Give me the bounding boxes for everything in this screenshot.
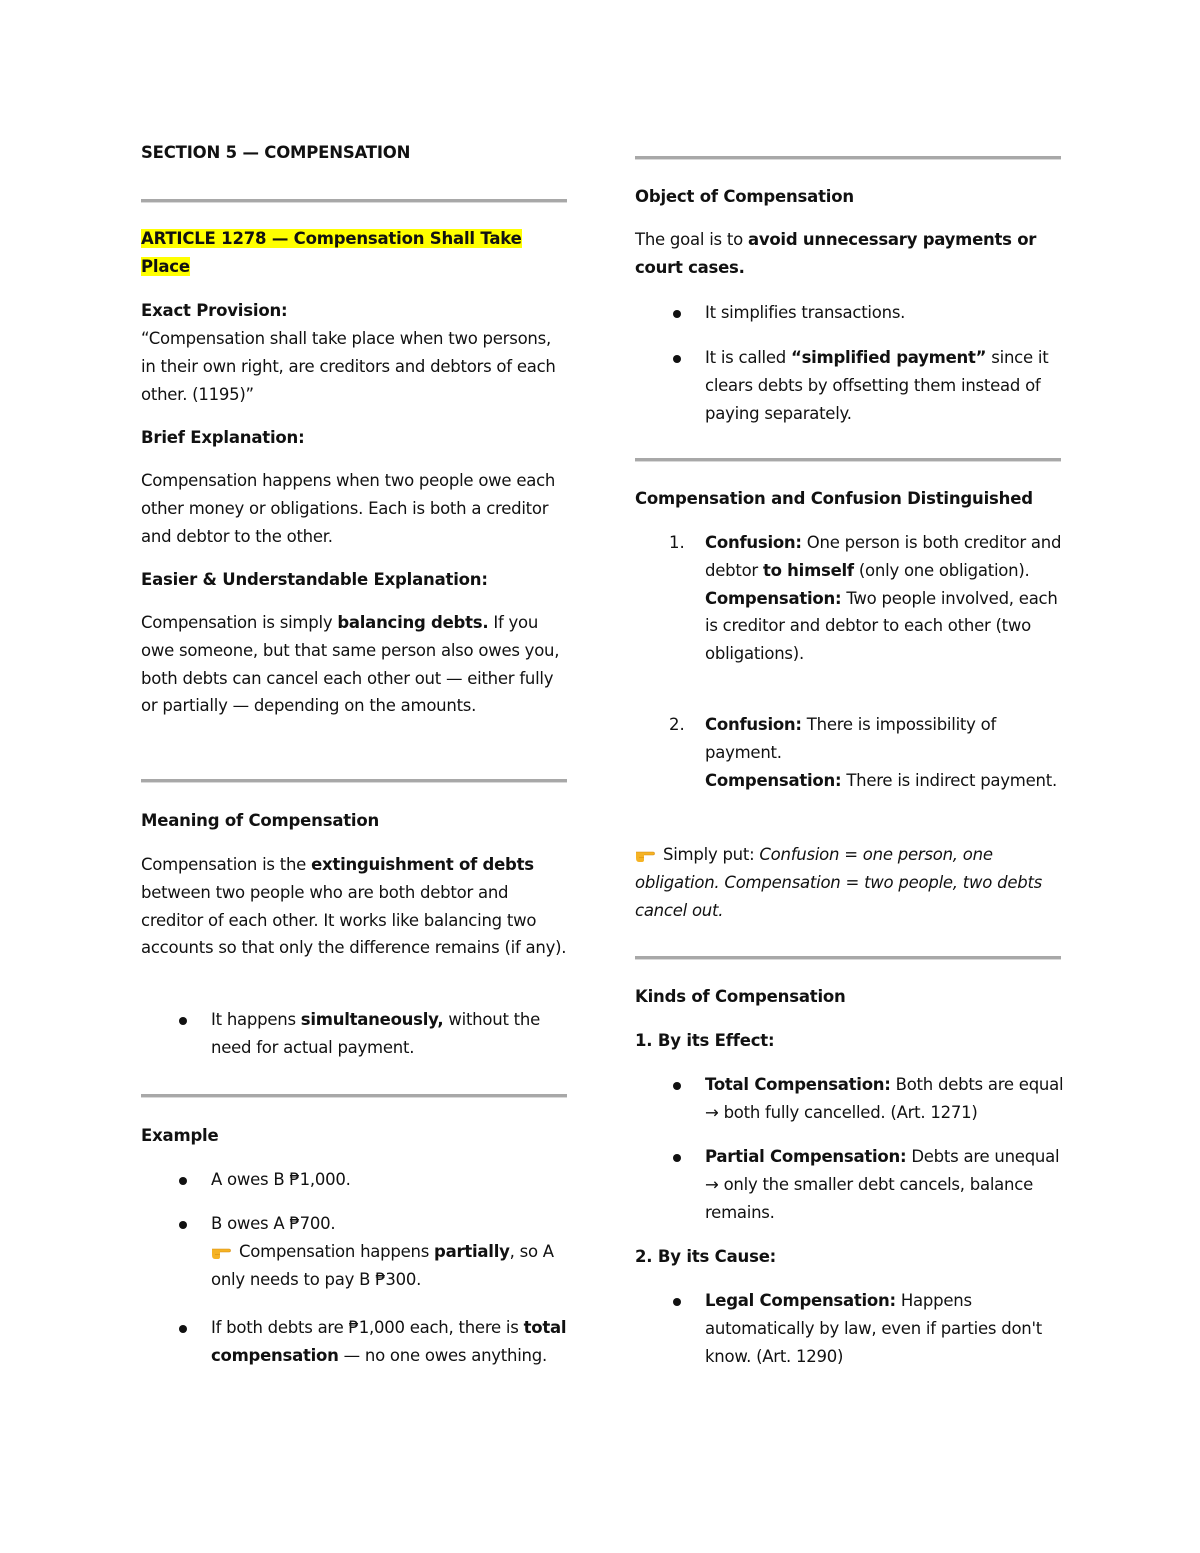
divider	[635, 458, 1061, 462]
bullet-icon	[673, 1298, 681, 1306]
section-title: SECTION 5 — COMPENSATION	[141, 143, 411, 162]
bullet-icon	[179, 1325, 187, 1333]
easy-explanation-text: Compensation is simply balancing debts. If you owe someone, but that same person also owes you, both debts can cancel each other out — either fully or partially — depending on the amounts.	[141, 613, 560, 716]
distinguished-heading: Compensation and Confusion Distinguished	[635, 489, 1033, 508]
easy-explanation-label: Easier & Understandable Explanation:	[141, 570, 488, 589]
bullet-icon	[179, 1017, 187, 1025]
by-effect-heading: 1. By its Effect:	[635, 1031, 775, 1050]
bullet-icon	[179, 1177, 187, 1185]
article-title-line2: Place	[141, 256, 190, 276]
exact-provision-label: Exact Provision:	[141, 301, 288, 320]
divider	[141, 199, 567, 203]
list-item: Confusion: There is impossibility of payment. Compensation: There is indirect payment.	[705, 715, 1057, 790]
divider	[141, 779, 567, 783]
bullet-icon	[179, 1221, 187, 1229]
meaning-heading: Meaning of Compensation	[141, 811, 380, 830]
object-text: The goal is to avoid unnecessary payments or court cases.	[635, 230, 1037, 277]
list-item: B owes A ₱700. Compensation happens partially, so A only needs to pay B ₱300.	[211, 1214, 554, 1289]
list-item: If both debts are ₱1,000 each, there is total compensation — no one owes anything.	[211, 1318, 567, 1365]
list-item: It simplifies transactions.	[705, 303, 906, 322]
list-item: Confusion: One person is both creditor and debtor to himself (only one obligation). Compensation: Two people involved, each is creditor and debtor to each other (two obligations).	[705, 533, 1062, 664]
simply-put-note: Simply put: Confusion = one person, one obligation. Compensation = two people, two debts cancel out.	[635, 845, 1043, 920]
meaning-text: Compensation is the extinguishment of debts between two people who are both debtor and creditor of each other. It works like balancing two accounts so that only the difference remains (if any).	[141, 855, 567, 958]
list-item: It is called “simplified payment” since it clears debts by offsetting them instead of paying separately.	[705, 348, 1049, 423]
bullet-icon	[673, 1082, 681, 1090]
list-item: Total Compensation: Both debts are equal → both fully cancelled. (Art. 1271)	[705, 1075, 1064, 1122]
pointing-hand-icon	[635, 845, 655, 863]
divider	[635, 156, 1061, 160]
bullet-icon	[673, 355, 681, 363]
article-title-line1: ARTICLE 1278 — Compensation Shall Take	[141, 229, 522, 248]
object-heading: Object of Compensation	[635, 187, 854, 206]
list-item: Legal Compensation: Happens automatically by law, even if parties don't know. (Art. 1290)	[705, 1291, 1042, 1366]
bullet-icon	[673, 1154, 681, 1162]
list-number: 1.	[669, 533, 685, 552]
article-title	[141, 225, 567, 281]
pointing-hand-icon	[211, 1242, 231, 1260]
brief-explanation-label: Brief Explanation:	[141, 428, 305, 447]
list-number: 2.	[669, 715, 685, 734]
divider	[635, 956, 1061, 960]
list-item: Partial Compensation: Debts are unequal → only the smaller debt cancels, balance remains.	[705, 1147, 1060, 1222]
list-item: It happens simultaneously, without the need for actual payment.	[211, 1010, 540, 1057]
brief-explanation-text: Compensation happens when two people owe each other money or obligations. Each is both a creditor and debtor to the other.	[141, 471, 556, 546]
by-cause-heading: 2. By its Cause:	[635, 1247, 777, 1266]
divider	[141, 1094, 567, 1098]
exact-provision-text: “Compensation shall take place when two persons, in their own right, are creditors and debtors of each other. (1195)”	[141, 329, 556, 404]
kinds-heading: Kinds of Compensation	[635, 987, 846, 1006]
example-heading: Example	[141, 1126, 219, 1145]
list-item: A owes B ₱1,000.	[211, 1170, 351, 1189]
bullet-icon	[673, 310, 681, 318]
